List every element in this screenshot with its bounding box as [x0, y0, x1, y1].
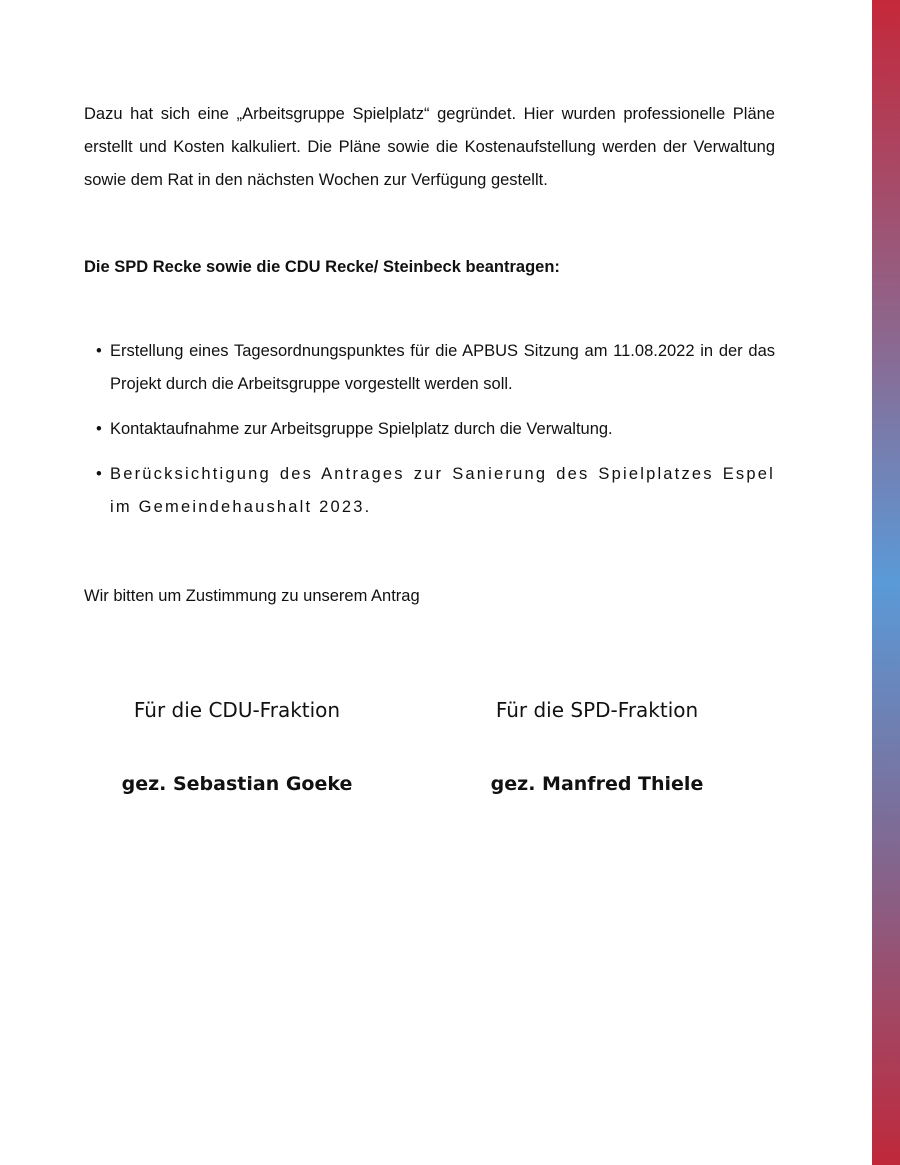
list-item: [96, 458, 775, 524]
list-item: [96, 335, 775, 401]
bullet-icon: •: [96, 342, 102, 360]
list-item-text: Kontaktaufnahme zur Arbeitsgruppe Spielplatz durch die Verwaltung.: [110, 420, 613, 438]
intro-paragraph: Dazu hat sich eine „Arbeitsgruppe Spielplatz“ gegründet. Hier wurden professionelle Pläne erstellt und Kosten kalkuliert. Die Pläne sowie die Kostenaufstellung werden der Verwaltung sowie dem Rat in den nächsten Wochen zur Verfügung gestellt.: [84, 105, 775, 189]
signature-name: gez. Sebastian Goeke: [121, 773, 353, 795]
bullet-icon: •: [96, 465, 104, 483]
list-item-text: Berücksichtigung des Antrages zur Sanierung des Spielplatzes Espel im Gemeindehaushalt 2023.: [110, 465, 775, 516]
closing-sentence: Wir bitten um Zustimmung zu unserem Antrag: [84, 587, 420, 605]
document-body: [84, 98, 775, 197]
signature-name: gez. Manfred Thiele: [490, 773, 704, 795]
bullet-icon: •: [96, 420, 102, 438]
decorative-side-bar: [872, 0, 900, 1165]
signature-label: Für die CDU-Fraktion: [133, 698, 341, 722]
list-item: [96, 413, 775, 446]
signature-cdu: [107, 692, 367, 798]
signature-label: Für die SPD-Fraktion: [495, 698, 699, 722]
request-list: [96, 335, 775, 536]
request-heading: Die SPD Recke sowie die CDU Recke/ Steinbeck beantragen:: [84, 258, 560, 276]
signature-spd: [467, 692, 727, 798]
list-item-text: Erstellung eines Tagesordnungspunktes für die APBUS Sitzung am 11.08.2022 in der das Projekt durch die Arbeitsgruppe vorgestellt werden soll.: [110, 342, 775, 393]
